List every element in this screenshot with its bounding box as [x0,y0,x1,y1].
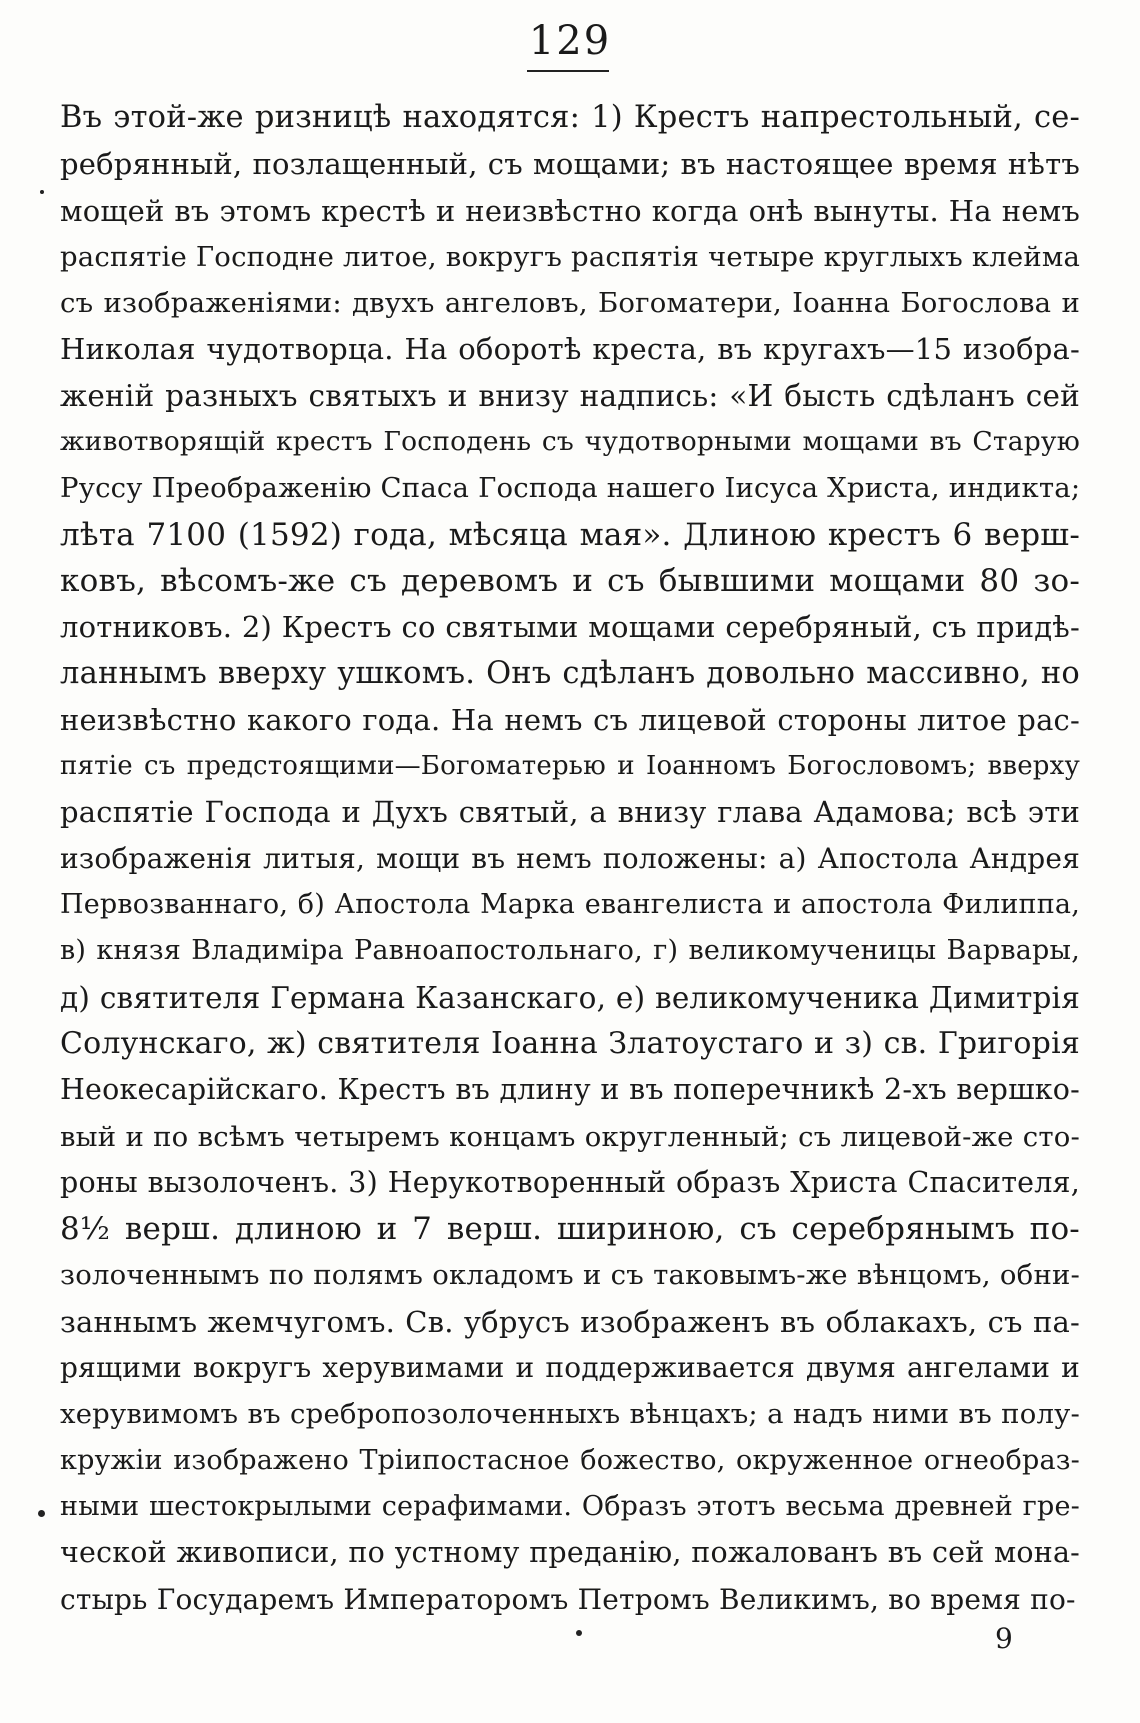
text-line: роны вызолоченъ. 3) Нерукотворенный образъ Христа Спасителя, [60,1165,1080,1199]
text-line: кружіи изображено Тріипостасное божество, окруженное огнеобраз- [60,1444,1080,1476]
text-line: пятіе съ предстоящими—Богоматерью и Іоанномъ Богословомъ; вверху [60,751,1080,782]
text-line: изображенія литыя, мощи въ немъ положены: а) Апостола Андрея [60,841,1080,875]
signature-mark: 9 [995,1622,1013,1655]
text-line: рящими вокругъ херувимами и поддерживается двумя ангелами и [60,1351,1080,1385]
text-line: Неокесарійскаго. Крестъ въ длину и въ поперечникѣ 2-хъ вершко- [60,1073,1080,1107]
text-line: д) святителя Германа Казанскаго, е) великомученика Димитрія [60,980,1080,1015]
text-line: ными шестокрылыми серафимами. Образъ этотъ весьма древней гре- [60,1490,1080,1522]
text-line: Руссу Преображенію Спаса Господа нашего Іисуса Христа, индикта; [60,472,1081,505]
text-line: херувимомъ въ сребропозолоченныхъ вѣнцахъ; а надъ ними въ полу- [60,1398,1080,1431]
text-line: золоченнымъ по полямъ окладомъ и съ таковымъ-же вѣнцомъ, обни- [60,1259,1080,1292]
text-line: лѣта 7100 (1592) года, мѣсяца мая». Длиною крестъ 6 верш- [60,516,1080,553]
text-line: 8½ верш. длиною и 7 верш. шириною, съ серебрянымъ по- [60,1211,1080,1248]
text-line: ребрянный, позлащенный, съ мощами; въ настоящее время нѣтъ [60,147,1080,182]
text-line: животворящій крестъ Господень съ чудотворными мощами въ Старую [60,426,1080,458]
page-number: 129 [528,18,612,64]
text-line: стырь Государемъ Императоромъ Петромъ Великимъ, во время по- [60,1582,1076,1616]
text-line: мощей въ этомъ крестѣ и неизвѣстно когда онѣ вынуты. На немъ [60,193,1080,228]
text-line: заннымъ жемчугомъ. Св. убрусъ изображенъ въ облакахъ, съ па- [60,1304,1080,1339]
text-line: женій разныхъ святыхъ и внизу надпись: «И бысть сдѣланъ сей [60,378,1080,413]
body-text [60,95,1080,1623]
ink-speck [40,190,44,194]
text-line: ланнымъ вверху ушкомъ. Онъ сдѣланъ довольно массивно, но [60,655,1080,691]
ink-speck [576,1630,582,1636]
text-line: в) князя Владиміра Равноапостольнаго, г) великомученицы Варвары, [60,935,1080,967]
text-line: распятіе Господне литое, вокругъ распятія четыре круглыхъ клейма [60,240,1081,273]
text-line: ковъ, вѣсомъ-же съ деревомъ и съ бывшими мощами 80 зо- [60,562,1080,599]
text-line: Николая чудотворца. На оборотѣ креста, въ кругахъ—15 изобра- [60,332,1080,367]
page-number-rule [527,70,609,72]
text-line: Первозваннаго, б) Апостола Марка евангелиста и апостола Филиппа, [60,889,1080,921]
ink-speck [38,1510,45,1517]
text-line: распятіе Господа и Духъ святый, а внизу глава Адамова; всѣ эти [60,795,1080,830]
text-line: Солунскаго, ж) святителя Іоанна Златоустаго и з) св. Григорія [60,1025,1080,1061]
text-line: съ изображеніями: двухъ ангеловъ, Богоматери, Іоанна Богослова и [60,287,1080,320]
text-line: вый и по всѣмъ четыремъ концамъ округленный; съ лицевой-же сто- [60,1120,1080,1153]
text-line: ческой живописи, по устному преданію, пожалованъ въ сей мона- [60,1536,1080,1570]
text-line: лотниковъ. 2) Крестъ со святыми мощами серебряный, съ придѣ- [60,610,1080,645]
text-line: неизвѣстно какого года. На немъ съ лицевой стороны литое рас- [60,702,1080,737]
text-line: Въ этой-же ризницѣ находятся: 1) Крестъ напрестольный, се- [60,100,1080,135]
